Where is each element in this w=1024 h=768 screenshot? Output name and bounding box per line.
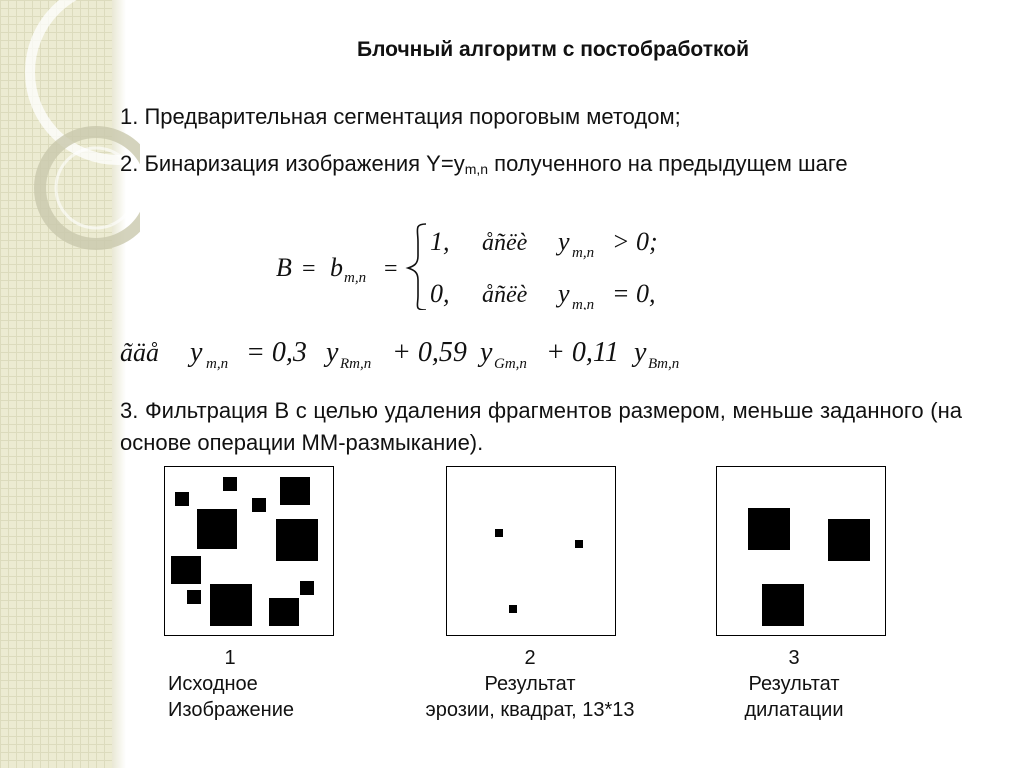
blob — [171, 556, 201, 584]
caption-3-line1: Результат — [748, 673, 840, 695]
panel-dilation-result — [716, 466, 886, 636]
caption-panel-1 — [150, 645, 310, 723]
formula-case2-relation: = 0, — [612, 279, 656, 308]
step-1-text: 1. Предварительная сегментация пороговым методом; — [120, 104, 681, 129]
slide-title: Блочный алгоритм с постобработкой — [357, 38, 749, 61]
step-3-text: 3. Фильтрация B с целью удаления фрагментов размером, меньше заданного (на основе операции ММ-размыкание). — [120, 398, 962, 455]
binarization-formula — [250, 210, 730, 310]
caption-2-line2: эрозии, квадрат, 13*13 — [425, 699, 635, 721]
luma-R-subscript: Rm,n — [340, 356, 372, 372]
caption-1-line2: Изображение — [168, 699, 294, 721]
blob — [210, 584, 252, 626]
formula-case2-subscript: m,n — [572, 297, 595, 310]
blob — [495, 529, 503, 537]
blob — [187, 590, 201, 604]
luma-yR: y — [326, 337, 339, 368]
luma-word: ãäå — [120, 338, 159, 367]
panel-erosion-result — [446, 466, 616, 636]
blob — [575, 540, 583, 548]
formula-b: b — [330, 253, 343, 282]
caption-2-line1: Результат — [484, 673, 576, 695]
luma-formula — [118, 325, 738, 381]
formula-case1-relation: > 0; — [612, 227, 658, 256]
luma-term-3: + 0,11 — [546, 337, 619, 368]
formula-case2-word: åñëè — [482, 282, 528, 308]
blob — [252, 498, 266, 512]
blob — [509, 605, 517, 613]
caption-panel-2 — [402, 645, 658, 723]
luma-yB: y — [634, 337, 647, 368]
caption-panel-3 — [706, 645, 882, 723]
formula-left-brace — [408, 224, 426, 310]
caption-1-line1: Исходное — [168, 673, 258, 695]
blob — [762, 584, 804, 626]
formula-case1-y: y — [558, 227, 570, 256]
formula-case1-word: åñëè — [482, 230, 528, 256]
step-2-before: 2. Бинаризация изображения Y=y — [120, 151, 465, 176]
formula-case2-y: y — [558, 279, 570, 308]
caption-3-number: 3 — [788, 647, 800, 669]
step-2-subscript: m,n — [464, 161, 489, 177]
luma-yG: y — [480, 337, 493, 368]
luma-y: y — [190, 337, 203, 368]
step-2-text — [120, 148, 1000, 185]
formula-lhs-B: B — [276, 253, 292, 282]
formula-case1-subscript: m,n — [572, 245, 595, 261]
caption-2-number: 2 — [524, 647, 536, 669]
step-2-after: полученного на предыдущем шаге — [488, 151, 848, 176]
luma-term-2: + 0,59 — [392, 337, 467, 368]
blob — [175, 492, 189, 506]
blob — [280, 477, 310, 505]
panel-original-image — [164, 466, 334, 636]
blob — [269, 598, 299, 626]
luma-term-1: = 0,3 — [246, 337, 307, 368]
blob — [197, 509, 237, 549]
formula-case1-value: 1, — [430, 227, 450, 256]
formula-eq-2: = — [384, 256, 398, 282]
blob — [223, 477, 237, 491]
formula-eq-1: = — [302, 256, 316, 282]
formula-case2-value: 0, — [430, 279, 450, 308]
blob — [276, 519, 318, 561]
formula-b-subscript: m,n — [344, 270, 367, 286]
caption-3-line2: дилатации — [744, 699, 844, 721]
blob — [300, 581, 314, 595]
luma-y-subscript: m,n — [206, 356, 229, 372]
luma-G-subscript: Gm,n — [494, 356, 527, 372]
luma-B-subscript: Bm,n — [648, 356, 680, 372]
caption-1-number: 1 — [224, 647, 236, 669]
blob — [748, 508, 790, 550]
blob — [828, 519, 870, 561]
